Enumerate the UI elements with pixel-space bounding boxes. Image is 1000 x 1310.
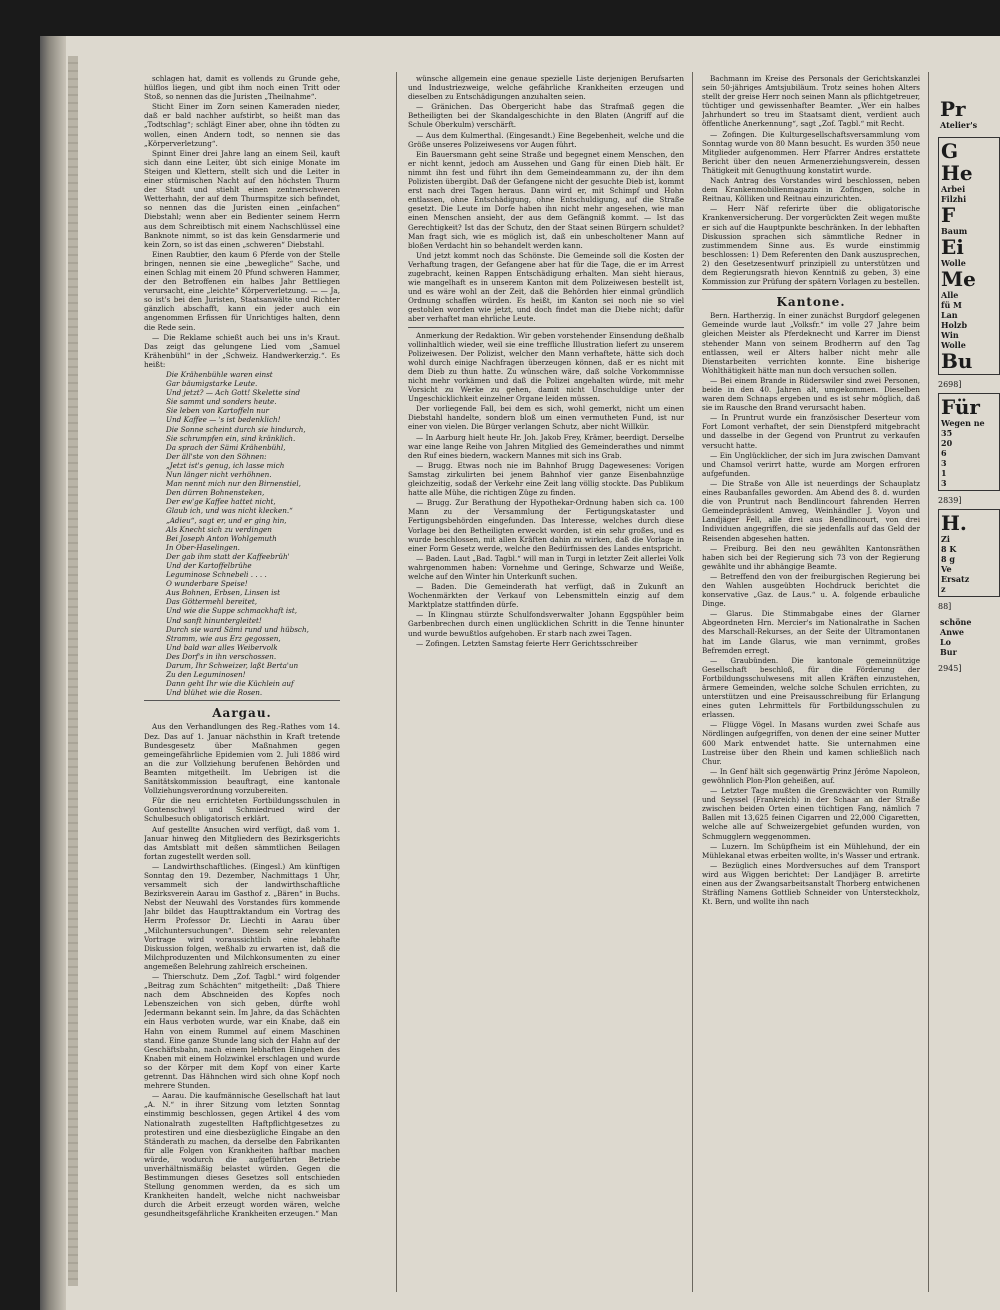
poem-line: Und blühet wie die Rosen. (166, 688, 263, 698)
ad-text: z (941, 584, 946, 594)
col2-paragraph: — Baden. Laut „Bad. Tagbl.“ will man in Turgi in letzter Zeit allerlei Volk wahrgenommen haben: Vornehme und Geringe, Schwarze und Weiße, welche auf den Winter hin Unterkunft suchen. (408, 553, 684, 581)
ad-number-item: 3 (941, 458, 947, 468)
ad-title: Für (941, 395, 980, 419)
ad-header (938, 96, 1000, 132)
ad-number: 88] (938, 602, 952, 611)
col3-paragraph: — Betreffend den von der freiburgischen Regierung bei den Wahlen ausgeübten Hochdruck berichtet die konservative „Gaz. de Laus.“ u. A. folgende erbauliche Dinge. (702, 571, 920, 609)
ad-text: 8 K (941, 544, 957, 554)
column-1 (144, 74, 340, 1289)
col2-paragraph: — Brugg. Etwas noch nie im Bahnhof Brugg Dagewesenes: Vorigen Samstag zirkulirten bei jenem Bahnhof vier ganze Eisenbahnzüge gleichzeitig, sodaß der Verkehr eine Zeit lang völlig stockte. Das Publikum hatte alle Mühe, die richtigen Züge zu finden. (408, 460, 684, 498)
poem-line: Dann geht Ihr wie die Küchlein auf (166, 679, 294, 689)
poem-line: Die Sonne scheint durch sie hindurch, (166, 424, 306, 434)
ad-text: Arbei (941, 184, 966, 194)
col3-paragraph: — Letzter Tage mußten die Grenzwächter von Rumilly und Seyssel (Frankreich) in der Schaar an der Straße zwischen beiden Orten einen tüchtigen Fang, nämlich 7 Ballen mit 13,625 feinen Cigarren und 22,000 Cigaretten, welche alle auf Schweizergebiet gefunden wurden, von Schmugglern weggenommen. (702, 786, 920, 841)
col3-paragraph: Bern. Hartherzig. In einer zunächst Burgdorf gelegenen Gemeinde wurde laut „Volksfr.“ im volle 27 Jahre beim gleichen Meister als Pferdeknecht und Karrer im Dienst stehender Mann von seinem Brodherrn auf den Tag entlassen, weil er Alters halber nicht mehr alle Dienstarbeiten verrichten konnte. Eine bisherige Wohlthätigkeit hätte man nun doch versuchen sollen. (702, 311, 920, 375)
ad-title: He (941, 161, 973, 185)
col2-paragraph: Der vorliegende Fall, bei dem es sich, wohl gemerkt, nicht um einen Diebstahl handelte, sondern bloß um einen vermutheten Fund, ist nur einer von vielen. Die Bürger verlangen Schutz, aber nicht Willkür. (408, 404, 684, 432)
ad-text: schöne (940, 617, 972, 627)
poem-line: Sie sammt und sonders heute. (166, 397, 277, 407)
col3-paragraph: Nach Antrag des Vorstandes wird beschlossen, neben dem Krankenmobilienmagazin in Zofingen, solche in Reitnau, Kölliken und Reitnau einzurichten. (702, 176, 920, 204)
ad-text: 8 g (941, 554, 955, 564)
col2-intro: wünsche allgemein eine genaue spezielle Liste derjenigen Berufsarten und Industriezweige, welche gefährliche Krankheiten erzeugen und dieselben zu Entschädigungen anzuhalten seien. (408, 74, 684, 102)
ad-title: Pr (940, 97, 966, 121)
col3-paragraph: — Freiburg. Bei den neu gewählten Kantonsräthen haben sich bei der Regierung sich 73 von der Regierung gewählte und ihr abhängige Beamte. (702, 543, 920, 571)
book-binding (40, 36, 66, 1310)
ad-title: Me (941, 267, 976, 291)
col1-paragraph: Spinnt Einer drei Jahre lang an einem Seil, kauft sich dann eine Leiter, übt sich einige Monate im Steigen und Klettern, stellt sich und die Leiter in einer stürmischen Nacht auf den höchsten Thurm der Stadt und stiehlt einen zentnerschweren Wetterhahn, der auf dem Thurmspitze sich befindet, so nennen das die Juristen einen „einfachen“ Diebstahl; wenn aber ein Bedienter seinem Herrn aus dem Schreibtisch mit einem Nachschlüssel eine Banknote nimmt, so ist das kein Gensdarmerie und kein Zorn, so ist das einen „schweren“ Diebstahl. (144, 148, 340, 249)
ad-number: 2839] (938, 496, 962, 505)
poem-line: Sie schrumpfen ein, sind kränklich. (166, 433, 296, 443)
col3-paragraph: — Bezüglich eines Mordversuches auf dem Transport wird aus Wiggen berichtet: Der Landjäger B. arretirte einen aus der Zwangsarbeitsanstalt Thorberg entwichenen Sträfling Namens Gottlieb Schneider von Untersteckholz, Kt. Bern, und wollte ihn nach (702, 860, 920, 907)
ad-title: Ei (941, 235, 964, 259)
column-rule (396, 72, 397, 1292)
col2-paragraph: Ein Bauersmann geht seine Straße und begegnet einem Menschen, den er nicht kennt, jedoch am Aussehen und Gang für einen Dieb hält. Er nimmt ihn fest und führt ihn dem Gemeindeammann zu, der ihn dem Polizisten übergibt. Daß der Gefangene nicht der gesuchte Dieb ist, kommt erst nach drei Tagen heraus. Dann wird er, mit Schimpf und Hohn entlassen, ohne Entschädigung, ohne Entschuldigung, auf die Straße gesetzt. Die Leute im Dorfe haben ihn nicht mehr angesehen, wie man einen Menschen ansieht, der aus dem Gefängniß kommt. — Ist das Gerechtigkeit? Ist das der Schutz, den der Staat seinen Bürgern schuldet? Man fragt sich, wie es möglich ist, daß ein unbescholtener Mann auf bloßen Verdacht hin so behandelt werden kann. (408, 149, 684, 250)
poem-line: Und sanft hinuntergleitet! (166, 615, 262, 625)
ad-text: Anwe (940, 627, 964, 637)
poem-line: Und jetzt? — Ach Gott! Skelette sind (166, 388, 300, 398)
ad-text: Ersatz (941, 574, 970, 584)
poem-line: In Ober-Haselingen. (166, 542, 240, 552)
col1-paragraph: Auf gestellte Ansuchen wird verfügt, daß vom 1. Januar hinweg den Mitgliedern des Bezirksgerichts das Amtsblatt mit deßen sämmtlichen Beilagen fortan zugestellt werden soll. (144, 824, 340, 861)
col1-paragraph: — Landwirthschaftliches. (Eingesl.) Am künftigen Sonntag den 19. Dezember, Nachmittags 1 Uhr, versammelt sich der landwirthschaftliche Bezirksverein Aarau im Gasthof z. „Bären“ in Buchs. Nebst der Neuwahl des Vorstandes fürs kommende Jahr bildet das Haupttraktandum ein Vortrag des Herrn Professor Dr. Liechti in Aarau über „Milchuntersuchungen“. Diesem sehr relevanten Vortrage wird voraussichtlich eine lebhafte Diskussion folgen, weßhalb zu erwarten ist, daß die Milchproduzenten und Milchkonsumenten zu einer angemeßen Belehrung zahlreich erscheinen. (144, 861, 340, 971)
ad-text: fü M (941, 300, 962, 310)
column-3 (702, 74, 920, 1289)
ad-number-list (941, 428, 997, 488)
ad-text: Ve (941, 564, 952, 574)
ad-text: Win (941, 330, 959, 340)
col2-paragraph: — Baden. Die Gemeinderath hat verfügt, daß in Zukunft an Wochenmärkten der Verkauf von Lebensmitteln einzig auf dem Marktplatze stattfinden dürfe. (408, 582, 684, 610)
col2-editor-note: Anmerkung der Redaktion. Wir geben vorstehender Einsendung deßhalb vollinhaltlich wieder, weil sie eine treffliche Illustration liefert zu unserem Polizeiwesen. Der Polizist, welcher den Mann verhaftete, hätte sich doch wohl durch einige Nachfragen überzeugen können, daß er es nicht mit dem Dieb zu thun hatte. Zu wünschen wäre, daß solche Vorkommnisse nicht mehr vorkämen und daß die Polizei angehalten würde, mit mehr Vorsicht zu Werke zu gehen, damit nicht Unschuldige unter der Ungeschicklichkeit einzelner Organe leiden müssen. (408, 330, 684, 404)
ad-number: 2945] (938, 664, 962, 673)
ad-text: Holzb (941, 320, 968, 330)
column-2 (408, 74, 684, 1289)
poem-line: O wunderbare Speise! (166, 579, 248, 589)
ad-box (938, 393, 1000, 491)
col2-paragraph: Und jetzt kommt noch das Schönste. Die Gemeinde soll die Kosten der Verhaftung tragen, der Gefangene aber hat für die Tage, die er im Arrest zugebracht, keinen Rappen Entschädigung erhalten. Man sieht hieraus, wie mangelhaft es in unserem Kanton mit dem Polizeiwesen bestellt ist, und es wäre wohl an der Zeit, daß die Behörden hier einmal gründlich Ordnung schaffen würden. Es heißt, im Kanton sei noch nie so viel gestohlen worden wie jetzt, und doch findet man die Diebe nicht; dafür aber verhaftet man ehrliche Leute. (408, 250, 684, 324)
col1-paragraph: — Aarau. Die kaufmännische Gesellschaft hat laut „A. N.“ in ihrer Sitzung vom letzten Sonntag einstimmig beschlossen, gegen Artikel 4 des vom Nationalrath zugestellten Haftpflichtgesetzes zu protestiren und eine diesbezügliche Eingabe an den Ständerath zu machen, da derselbe den Fabrikanten für alle Folgen von Krankheiten haftbar machen würde, wodurch die aufgeführten Betriebe unverhältnismäßig belastet würden. Gegen die Bestimmungen dieses Gesetzes soll entschieden Stellung genommen werden, da es sich um Krankheiten handelt, welche nicht nachweisbar durch die Arbeit erzeugt worden wären, welche gesundheitsgefährliche Krankheiten erzeugen.“ Man (144, 1091, 340, 1219)
poem-line: Stramm, wie aus Erz gegossen, (166, 633, 281, 643)
col3-paragraph: — Bei einem Brande in Rüderswiler sind zwei Personen, beide in den 40. Jahren alt, umgekommen. Dieselben waren dem Schnaps ergeben und es ist sehr möglich, daß sie im Rausche den Brand verursacht haben. (702, 375, 920, 413)
poem-line: Darum, Ihr Schweizer, laßt Berta'un (166, 661, 299, 670)
poem-line: Durch sie ward Sämi rund und hübsch, (166, 624, 309, 634)
col3-paragraph: — Luzern. Im Schüpfheim ist ein Mühlehund, der ein Mühlekanal etwas erbeiten wollte, in's Wasser und ertrank. (702, 841, 920, 860)
poem-line: Glaub ich, und was nicht klecken.“ (166, 506, 293, 516)
poem-kraehenbuehl (144, 370, 340, 697)
poem-line: Bei Joseph Anton Wohlgemuth (166, 533, 277, 543)
col2-paragraph: — Brugg. Zur Berathung der Hypothekar-Ordnung haben sich ca. 100 Mann zu der Versammlung der Fertigungskataster und Fertigungsbehörden eingefunden. Das Interesse, welches durch diese Vorlage bei den Betheiligten erweckt worden, ist ein sehr großes, und es wurde beschlossen, mit allen Kräften dahin zu wirken, daß die Vorlage in einer Form Gesetz werde, welche den Bedürfnissen des Landes entspricht. (408, 498, 684, 553)
ad-text: Alle (941, 290, 959, 300)
ad-title: G (941, 139, 959, 163)
ad-title: Bu (941, 349, 973, 373)
ad-text: Bur (940, 647, 957, 657)
ad-text: Wolle (941, 258, 966, 268)
ad-text: Zi (941, 534, 950, 544)
ad-number-item: 6 (941, 448, 947, 458)
col2-paragraph: — Gränichen. Das Obergericht habe das Strafmaß gegen die Betheiligten bei der Skandalgeschichte in den Blaten (Angriff auf die Schule Oberkulm) verschärft. (408, 102, 684, 130)
col3-paragraph: — Herr Näf referirte über die obligatorische Krankenversicherung. Der vorgerückten Zeit wegen mußte er sich auf die Hauptpunkte beschränken. In der lebhaften Diskussion sprachen sich sämmtliche Redner in zustimmendem Sinne aus. Es wurde einstimmig beschlossen: 1) Dem Referenten den Dank auszusprechen, 2) den Gesetzesentwurf prinzipiell zu unterstützen und dem Regierungsrath hievon Kenntniß zu geben, 3) eine Kommission zur Prüfung der spätern Vorlagen zu bestellen. (702, 204, 920, 287)
ad-number-item: 35 (941, 428, 953, 438)
poem-line: Und Kaffee — 's ist bedenklich! (166, 415, 281, 425)
col3-intro: Bachmann im Kreise des Personals der Gerichtskanzlei sein 50-jähriges Amtsjubiläum. Trotz seines hohen Alters stellt der greise Herr noch seinen Mann als pflichtgetreuer, tüchtiger und gewissenhafter Beamter. „Wer ein halbes Jahrhundert so treu im Staatsamt dient, verdient auch öffentliche Anerkennung“, sagt „Zof. Tagbl.“ mit Recht. (702, 74, 920, 129)
poem-line: Des Dorf's in ihn verschossen. (166, 651, 277, 661)
ad-box (938, 509, 1000, 597)
poem-line: Der äll'ste von den Söhnen: (166, 451, 267, 461)
col3-paragraph: — Flügge Vögel. In Masans wurden zwei Schafe aus Nördlingen aufgegriffen, von denen der eine seiner Mutter 600 Mark entwendet hatte. Sie unternahmen eine Lustreise über den Rhein und kamen schließlich nach Chur. (702, 720, 920, 766)
poem-line: Zu den Leguminosen! (166, 670, 246, 680)
poem-line: Und bald war alles Weibervolk (166, 642, 278, 652)
poem-line: „Adieu“, sagt er, und er ging hin, (166, 515, 287, 525)
col3-paragraph: — Glarus. Die Stimmabgabe eines der Glarner Abgeordneten Hrn. Mercier's im Nationalrathe in Sachen des Marschall-Rekurses, an der Seite der Ultramontanen hat im Lande Glarus, wie man vernimmt, großes Befremden erregt. (702, 609, 920, 655)
ad-text: Wegen ne (941, 418, 985, 428)
col2-paragraph: — Zofingen. Letzten Samstag feierte Herr Gerichtsschreiber (416, 638, 638, 648)
advertisement-column (938, 96, 1000, 1296)
poem-line: Man nennt mich nur den Birnenstiel, (166, 479, 301, 489)
poem-line: Aus Bohnen, Erbsen, Linsen ist (166, 588, 280, 598)
poem-line: Leguminose Schnebeli . . . . (166, 570, 267, 580)
ad-title: H. (941, 511, 967, 535)
section-heading-aargau: Aargau. (212, 706, 272, 721)
poem-line: Und wie die Suppe schmackhaft ist, (166, 606, 298, 616)
ad-number-item: 1 (941, 468, 947, 478)
poem-line: Das Göttermehl bereitet, (166, 597, 257, 607)
ad-number-item: 3 (941, 478, 947, 488)
ad-text: Lo (940, 637, 951, 647)
poem-line: Die Krähenbühle waren einst (166, 370, 273, 379)
col3-paragraph: — Graubünden. Die kantonale gemeinnützige Gesellschaft beschloß, für die Förderung der Fortbildungsschulwesens mit allen Kräften einzustehen, ärmere Gemeinden, welche solche Schulen errichten, zu unterstützen und eine Preisausschreibung für Erlangung eines guten Lehrmittels für Fortbildungsschulen zu erlassen. (702, 655, 920, 720)
column-rule (692, 72, 693, 1292)
ad-number: 2698] (938, 380, 962, 389)
ad-box (938, 137, 1000, 375)
col2-paragraph: — In Aarburg hielt heute Hr. Joh. Jakob Frey, Krämer, beerdigt. Derselbe war eine lange Reihe von Jahren Mitglied des Gemeinderathes und nimmt den Ruf eines biedern, wackern Mannes mit sich ins Grab. (408, 432, 684, 460)
col3-paragraph: — In Genf hält sich gegenwärtig Prinz Jérôme Napoleon, gewöhnlich Plon-Plon geheißen, auf. (702, 766, 920, 785)
col3-paragraph: — In Pruntrut wurde ein französischer Deserteur vom Fort Lomont verhaftet, der sein Dienstpferd mitgebracht und dasselbe in der Gegend von Pruntrut zu verkaufen versucht hatte. (702, 413, 920, 450)
poem-line: Da sprach der Sämi Krähenbühl, (166, 442, 286, 452)
ad-number-item: 20 (941, 438, 953, 448)
col1-paragraph: Aus den Verhandlungen des Reg.-Rathes vom 14. Dez. Das auf 1. Januar nächsthin in Kraft tretende Bundesgesetz über Maßnahmen gegen gemeingefährliche Epidemien vom 2. Juli 1886 wird an die zur Vollziehung berufenen Behörden und Beamten mitgetheilt. Im Uebrigen ist die Sanitätskommission beauftragt, eine kantonale Vollziehungsverordnung vorzubereiten. (144, 722, 340, 796)
poem-line: Gar bäumigstarke Leute. (166, 379, 258, 389)
col3-paragraph: — Zofingen. Die Kulturgesellschaftsversammlung vom Sonntag wurde von 80 Mann besucht. Es wurden 350 neue Mitglieder aufgenommen. Herr Pfarrer Andres erstattete Bericht über den neuen Armenerziehungsverein, dessen Thätigkeit mit Genugthuung konstatirt wurde. (702, 129, 920, 175)
ad-text-list (940, 617, 998, 657)
poem-line: Den dürren Bohnensteken, (166, 488, 265, 498)
divider (144, 700, 340, 701)
ad-text-list (941, 534, 997, 594)
col1-paragraph: Einen Raubtier, den kaum 6 Pferde von der Stelle bringen, nennen sie eine „bewegliche“ Sache, und einen Schlag mit einem 20 Pfund schweren Hammer, der den Betroffenen ein halbes Jahr Bettliegen verursacht, eine „leichte“ Körperverletzung. — — Ja, so ist's bei den Juristen, Staatsanwälte und Richter gänzlich abschafft, kann ein jeder auch ein angenommen Erfissen für Unrichtiges halten, denn die Rede sein. (144, 249, 340, 332)
newspaper-page (40, 36, 1000, 1310)
ad-subtitle: Atelier's (940, 120, 978, 130)
poem-line: Als Knecht sich zu verdingen (166, 524, 272, 534)
col2-paragraph: — In Klingnau stürzte Schulfondsverwalter Johann Eggspühler beim Garbenbrechen durch einen unglücklichen Schritt in die Tenne hinunter und wurde bewußtlos aufgehoben. Er starb nach zwei Tagen. (408, 610, 684, 638)
col1-paragraph: — Thierschutz. Dem „Zof. Tagbl.“ wird folgender „Beitrag zum Schächten“ mitgetheilt: „Daß Thiere nach dem Abschneiden des Kopfes noch Lebenszeichen von sich geben, dürfte wohl Jedermann bekannt sein. Im Jahre, da das Schächten ein Haus verboten wurde, war ein Knabe, daß ein Hahn von einem Rummel auf einem Maschinen stand. Eine ganze Stunde lang sich der Hahn auf der Geschäftsbahn, nach einem lebhaften Eingehen des Knaben mit einem Holzwinkel erschlagen und wurde so der Körper mit dem Kopf von einer Karte getrennt. Das Hähnchen wird sich ohne Kopf noch mehrere Stunden. (144, 972, 340, 1091)
ad-text: Baum (941, 226, 968, 236)
col1-paragraph: Für die neu errichteten Fortbildungsschulen in Gontenschwyl und Schmiedrued wird der Schulbesuch obligatorisch erklärt. (144, 796, 340, 824)
section-heading-kantone: Kantone. (776, 295, 846, 310)
ad-box (938, 615, 1000, 659)
divider (408, 327, 684, 328)
ad-text: Filzhi (941, 194, 967, 204)
col2-paragraph: — Aus dem Kulmerthal. (Eingesandt.) Eine Begebenheit, welche und die Größe unseres Polizeiwesens vor Augen führt. (408, 130, 684, 149)
divider (702, 289, 920, 290)
col1-intro: schlagen hat, damit es vollends zu Grunde gehe, hülflos liegen, und gibt ihm noch einen Tritt oder Stoß, so nennen das die Juristen „Theilnahme“. (144, 74, 340, 102)
ad-title: F (941, 203, 956, 227)
poem-line: „Jetzt ist's genug, ich lasse mich (166, 460, 285, 470)
poem-line: Der gab ihm statt der Kaffeebrüh' (166, 551, 290, 561)
ad-text: Lan (941, 310, 958, 320)
page-edge-stack (68, 56, 78, 1286)
col3-paragraph: — Die Straße von Alle ist neuerdings der Schauplatz eines Raubanfalles geworden. Am Abend des 8. d. wurden die von Pruntrut nach Bendlincourt fahrenden Herren Gemeindepräsident Amweg, Weinhändler J. Voyon und Landjäger Fell, alle drei aus Bendlincourt, von drei Individuen angegriffen, die sie jedenfalls auf das Geld der Reisenden abgesehen hatten. (702, 478, 920, 543)
poem-line: Nun länger nicht verhöhnen. (166, 470, 272, 480)
poem-line: Und der Kartoffelbrühe (166, 560, 252, 570)
poem-line: Der ew'ge Kaffee hattet nicht, (166, 497, 276, 507)
poem-line: Sie leben von Kartoffeln nur (166, 406, 269, 416)
col3-paragraph: — Ein Unglücklicher, der sich im Jura zwischen Damvant und Chamsol verirrt hatte, wurde am Morgen erfroren aufgefunden. (702, 450, 920, 478)
ad-text: Wolle (941, 340, 966, 350)
col1-paragraph: — Die Reklame schießt auch bei uns in's Kraut. Das zeigt das gelungene Lied vom „Samuel Krähenbühl“ in der „Schweiz. Handwerkerzig.“. Es heißt: (144, 332, 340, 369)
column-rule (928, 72, 929, 1292)
col1-paragraph: Sticht Einer im Zorn seinen Kameraden nieder, daß er bald nachher aufstirbt, so heißt man das „Todtschlag“; schlägt Einer aber, ohne ihn tödten zu wollen, einen Andern todt, so nennen sie das „Körperverletzung“. (144, 102, 340, 148)
